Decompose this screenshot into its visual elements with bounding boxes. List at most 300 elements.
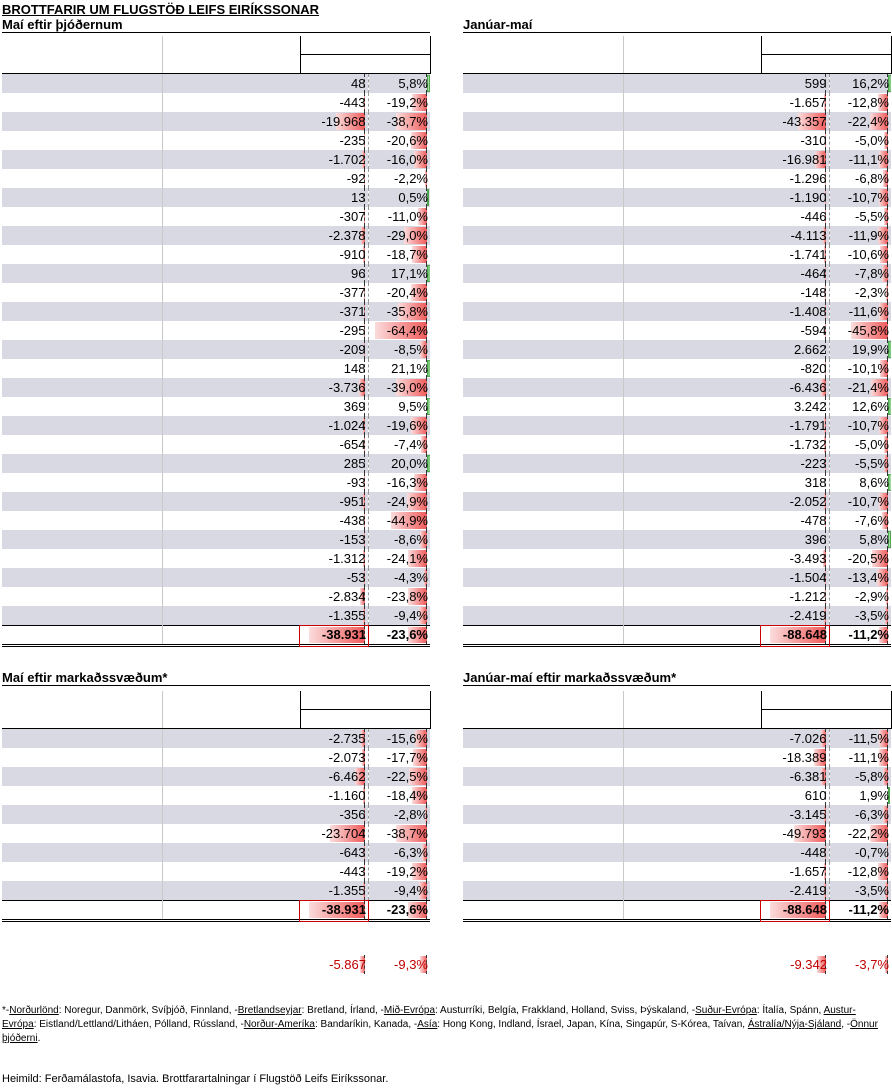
value-2019 xyxy=(234,340,300,359)
change-count xyxy=(761,824,829,843)
change-count xyxy=(300,207,368,226)
value-2019 xyxy=(695,150,761,169)
value-text: -23,8% xyxy=(386,589,428,604)
table-row xyxy=(2,74,430,94)
table-row xyxy=(2,805,430,824)
subtitle-jan-may-nationality: Janúar-maí xyxy=(463,17,891,33)
value-2018 xyxy=(623,530,695,549)
value-2018 xyxy=(623,207,695,226)
value-text: -356 xyxy=(339,807,366,822)
value-2018 xyxy=(162,748,234,767)
change-pct xyxy=(368,264,430,283)
table-row xyxy=(2,359,430,378)
value-2019 xyxy=(695,454,761,473)
value-text: -446 xyxy=(800,209,827,224)
value-text: -8,6% xyxy=(394,532,428,547)
table-row xyxy=(2,824,430,843)
header-blank xyxy=(2,55,162,74)
row-label xyxy=(2,112,162,131)
value-2019 xyxy=(695,378,761,397)
row-label xyxy=(2,150,162,169)
value-2018 xyxy=(623,862,695,881)
value-text: -43.357 xyxy=(782,114,827,129)
table-row xyxy=(2,435,430,454)
value-2019 xyxy=(695,748,761,767)
row-label xyxy=(2,245,162,264)
change-count xyxy=(300,112,368,131)
change-pct xyxy=(829,786,891,805)
value-text: -2,9% xyxy=(855,589,889,604)
value-text: -7,6% xyxy=(855,513,889,528)
table-row xyxy=(463,245,891,264)
row-label xyxy=(2,530,162,549)
row-label xyxy=(2,435,162,454)
value-text: -22,4% xyxy=(847,114,889,129)
table-row xyxy=(463,74,891,94)
value-text: 5,8% xyxy=(859,532,889,547)
island-2018 xyxy=(162,955,234,974)
table-row xyxy=(2,321,430,340)
value-text: -310 xyxy=(800,133,827,148)
footnote-region: Asía xyxy=(417,1019,438,1030)
table-row xyxy=(463,748,891,767)
table-row xyxy=(2,188,430,207)
value-2019 xyxy=(234,188,300,207)
value-text: -910 xyxy=(339,247,366,262)
table-row xyxy=(463,824,891,843)
value-2019 xyxy=(234,729,300,749)
change-count xyxy=(300,131,368,150)
change-pct xyxy=(829,74,891,94)
row-label xyxy=(463,340,623,359)
value-2018 xyxy=(162,729,234,749)
value-text: 12,6% xyxy=(852,399,889,414)
value-text: -10,7% xyxy=(847,418,889,433)
value-2019 xyxy=(234,169,300,188)
change-count xyxy=(761,74,829,94)
change-count xyxy=(300,843,368,862)
change-count xyxy=(300,378,368,397)
value-text: -3.145 xyxy=(789,807,827,822)
island-2019 xyxy=(234,955,300,974)
value-text: -1.657 xyxy=(789,95,827,110)
footnote-members: : Ítalía, Spánn, xyxy=(756,1005,824,1016)
table-row xyxy=(463,786,891,805)
row-label xyxy=(463,805,623,824)
row-label xyxy=(2,264,162,283)
change-pct xyxy=(368,378,430,397)
value-text: -10,7% xyxy=(847,190,889,205)
value-text: -38.931 xyxy=(321,627,366,642)
change-pct xyxy=(368,473,430,492)
footnote-region: Norður-Ameríka xyxy=(243,1019,315,1030)
value-2019 xyxy=(234,862,300,881)
value-2018 xyxy=(162,283,234,302)
value-text: -1.741 xyxy=(789,247,827,262)
row-label xyxy=(2,188,162,207)
change-count xyxy=(761,454,829,473)
change-count xyxy=(300,226,368,245)
table-row xyxy=(2,302,430,321)
value-2018 xyxy=(623,492,695,511)
row-label xyxy=(2,416,162,435)
value-2019 xyxy=(234,549,300,568)
change-count xyxy=(761,359,829,378)
value-2018 xyxy=(623,264,695,283)
row-label xyxy=(2,881,162,901)
row-label xyxy=(2,805,162,824)
value-2018 xyxy=(623,93,695,112)
value-2019 xyxy=(695,473,761,492)
value-2019 xyxy=(695,74,761,94)
change-count xyxy=(761,378,829,397)
value-text: -371 xyxy=(339,304,366,319)
value-text: -16.981 xyxy=(782,152,827,167)
change-pct xyxy=(829,359,891,378)
change-count xyxy=(761,606,829,626)
header-2018 xyxy=(162,55,234,74)
value-2019 xyxy=(234,93,300,112)
value-2018 xyxy=(162,150,234,169)
table-row xyxy=(463,511,891,530)
row-label xyxy=(463,767,623,786)
change-pct xyxy=(829,748,891,767)
header-blank xyxy=(623,36,695,55)
table-row xyxy=(463,843,891,862)
value-2019 xyxy=(234,397,300,416)
value-2019 xyxy=(234,805,300,824)
table-may-nationality xyxy=(2,36,431,647)
table-row xyxy=(463,416,891,435)
value-text: 5,8% xyxy=(398,76,428,91)
value-2018 xyxy=(162,397,234,416)
value-2018 xyxy=(162,530,234,549)
value-text: -13,4% xyxy=(847,570,889,585)
table-row xyxy=(2,748,430,767)
row-label xyxy=(463,188,623,207)
change-pct xyxy=(368,226,430,245)
value-2018 xyxy=(623,302,695,321)
value-text: 1,9% xyxy=(859,788,889,803)
island-change-count xyxy=(761,955,829,974)
island-change-pct xyxy=(368,955,430,974)
change-count xyxy=(300,245,368,264)
value-2018 xyxy=(623,511,695,530)
value-text: -1.024 xyxy=(328,418,366,433)
value-2018 xyxy=(162,568,234,587)
change-count xyxy=(300,397,368,416)
row-label xyxy=(463,748,623,767)
change-pct xyxy=(368,606,430,626)
table-row xyxy=(463,321,891,340)
value-2018 xyxy=(623,748,695,767)
change-count xyxy=(300,549,368,568)
change-pct xyxy=(829,881,891,901)
change-pct xyxy=(829,283,891,302)
change-pct xyxy=(829,862,891,881)
total-row xyxy=(2,901,430,921)
value-2018 xyxy=(623,226,695,245)
row-label xyxy=(2,748,162,767)
table-row xyxy=(463,454,891,473)
value-text: -10,1% xyxy=(847,361,889,376)
table-row xyxy=(2,207,430,226)
change-pct xyxy=(368,188,430,207)
table-row xyxy=(463,150,891,169)
value-2019 xyxy=(695,729,761,749)
change-count xyxy=(300,302,368,321)
change-pct xyxy=(368,359,430,378)
value-2018 xyxy=(162,824,234,843)
total-label xyxy=(463,901,623,921)
value-text: -19.968 xyxy=(321,114,366,129)
island-row xyxy=(463,955,891,974)
value-2018 xyxy=(162,93,234,112)
value-2019 xyxy=(234,511,300,530)
row-label xyxy=(463,131,623,150)
row-label xyxy=(2,321,162,340)
change-pct xyxy=(368,587,430,606)
value-2018 xyxy=(623,321,695,340)
value-text: -2.735 xyxy=(328,731,366,746)
value-2018 xyxy=(623,881,695,901)
total-2019 xyxy=(695,626,761,646)
value-text: -20,5% xyxy=(847,551,889,566)
value-text: 610 xyxy=(804,788,827,803)
value-text: -19,6% xyxy=(386,418,428,433)
value-text: -9.342 xyxy=(790,957,827,972)
footnote-members: : Hong Kong, Indland, Ísrael, Japan, Kína, Singapúr, S-Kórea, Taívan, xyxy=(437,1019,748,1030)
value-text: -6,3% xyxy=(394,845,428,860)
value-2019 xyxy=(234,150,300,169)
value-2019 xyxy=(234,824,300,843)
row-label xyxy=(2,492,162,511)
change-pct xyxy=(829,226,891,245)
value-2019 xyxy=(234,74,300,94)
header-blank xyxy=(162,36,234,55)
value-text: 19,9% xyxy=(852,342,889,357)
value-text: -12,8% xyxy=(847,95,889,110)
value-text: -443 xyxy=(339,95,366,110)
value-2019 xyxy=(695,492,761,511)
row-label xyxy=(2,568,162,587)
value-2018 xyxy=(623,786,695,805)
value-2019 xyxy=(234,767,300,786)
total-change-pct xyxy=(829,901,891,921)
header-pct xyxy=(829,55,891,74)
footnote-members: : Noregur, Danmörk, Svíþjóð, Finnland, - xyxy=(58,1005,238,1016)
value-text: 20,0% xyxy=(391,456,428,471)
change-pct xyxy=(829,843,891,862)
row-label xyxy=(2,302,162,321)
value-2018 xyxy=(162,359,234,378)
value-text: -20,4% xyxy=(386,285,428,300)
row-label xyxy=(463,93,623,112)
table-row xyxy=(2,340,430,359)
footnote-region: Önnur þjóðerni xyxy=(2,1019,878,1044)
value-2019 xyxy=(695,786,761,805)
table-row xyxy=(2,492,430,511)
change-count xyxy=(300,359,368,378)
value-text: -443 xyxy=(339,864,366,879)
value-2018 xyxy=(623,359,695,378)
table-row xyxy=(463,805,891,824)
change-count xyxy=(300,150,368,169)
row-label xyxy=(463,786,623,805)
change-count xyxy=(300,786,368,805)
change-pct xyxy=(368,786,430,805)
change-pct xyxy=(368,568,430,587)
value-2018 xyxy=(162,74,234,94)
value-2019 xyxy=(695,131,761,150)
change-pct xyxy=(368,729,430,749)
change-count xyxy=(300,283,368,302)
header-blank xyxy=(463,55,623,74)
header-change xyxy=(761,36,891,55)
change-count xyxy=(761,112,829,131)
value-text: -11,5% xyxy=(848,731,889,746)
table-row xyxy=(2,454,430,473)
value-text: -6.436 xyxy=(789,380,827,395)
header-2018 xyxy=(623,55,695,74)
value-text: -8,5% xyxy=(394,342,428,357)
change-count xyxy=(761,767,829,786)
value-text: -3,5% xyxy=(855,883,889,898)
header-count xyxy=(300,55,368,74)
value-2019 xyxy=(234,245,300,264)
header-count xyxy=(761,55,829,74)
table-row xyxy=(2,587,430,606)
value-text: -3.736 xyxy=(328,380,366,395)
change-count xyxy=(300,473,368,492)
value-2019 xyxy=(695,530,761,549)
value-text: 9,5% xyxy=(398,399,428,414)
value-2018 xyxy=(623,767,695,786)
row-label xyxy=(2,473,162,492)
value-2018 xyxy=(162,226,234,245)
island-change-count xyxy=(300,955,368,974)
change-count xyxy=(761,568,829,587)
value-text: 8,6% xyxy=(859,475,889,490)
row-label xyxy=(2,93,162,112)
value-2018 xyxy=(162,302,234,321)
value-text: 96 xyxy=(351,266,366,281)
change-count xyxy=(300,93,368,112)
change-count xyxy=(761,881,829,901)
value-2018 xyxy=(623,169,695,188)
value-2018 xyxy=(623,843,695,862)
value-2018 xyxy=(623,549,695,568)
change-pct xyxy=(368,321,430,340)
change-pct xyxy=(829,473,891,492)
change-pct xyxy=(829,606,891,626)
row-label xyxy=(463,359,623,378)
value-text: -307 xyxy=(339,209,366,224)
value-2019 xyxy=(234,207,300,226)
value-text: -1.296 xyxy=(789,171,827,186)
header-2018 xyxy=(162,710,234,729)
row-label xyxy=(2,862,162,881)
table-row xyxy=(463,359,891,378)
total-row xyxy=(463,626,891,646)
change-pct xyxy=(368,767,430,786)
island-row-may xyxy=(2,955,430,974)
value-2018 xyxy=(623,131,695,150)
table-row xyxy=(2,473,430,492)
change-count xyxy=(300,824,368,843)
table-row xyxy=(463,862,891,881)
value-text: -643 xyxy=(339,845,366,860)
change-pct xyxy=(829,729,891,749)
island-label xyxy=(463,955,623,974)
change-count xyxy=(300,767,368,786)
change-count xyxy=(761,169,829,188)
row-label xyxy=(463,511,623,530)
value-text: -654 xyxy=(339,437,366,452)
change-count xyxy=(300,454,368,473)
value-text: -295 xyxy=(339,323,366,338)
value-text: -4.113 xyxy=(790,228,827,243)
change-pct xyxy=(368,454,430,473)
change-count xyxy=(761,511,829,530)
total-2018 xyxy=(162,901,234,921)
table-row xyxy=(463,530,891,549)
table-row xyxy=(463,93,891,112)
footnote-members: : Austurríki, Belgía, Frakkland, Holland, Sviss, Þýskaland, - xyxy=(435,1005,696,1016)
change-count xyxy=(300,748,368,767)
table-row xyxy=(463,397,891,416)
value-2018 xyxy=(162,587,234,606)
table-row xyxy=(2,93,430,112)
value-2019 xyxy=(695,435,761,454)
row-label xyxy=(463,169,623,188)
value-text: -2.378 xyxy=(328,228,366,243)
total-change-count xyxy=(300,901,368,921)
change-count xyxy=(761,435,829,454)
island-row-jan-may xyxy=(463,955,891,974)
value-text: -1.504 xyxy=(789,570,827,585)
value-2018 xyxy=(623,416,695,435)
table-row xyxy=(463,112,891,131)
change-pct xyxy=(829,397,891,416)
change-count xyxy=(300,74,368,94)
value-2018 xyxy=(162,321,234,340)
value-text: -11,2% xyxy=(848,902,889,917)
change-count xyxy=(300,188,368,207)
total-2019 xyxy=(695,901,761,921)
change-pct xyxy=(829,435,891,454)
row-label xyxy=(2,843,162,862)
value-2018 xyxy=(162,473,234,492)
value-text: -19,2% xyxy=(386,95,428,110)
value-text: -1.190 xyxy=(789,190,827,205)
value-text: -594 xyxy=(800,323,827,338)
change-count xyxy=(761,321,829,340)
value-text: -820 xyxy=(800,361,827,376)
value-text: -1.732 xyxy=(789,437,827,452)
island-label xyxy=(2,955,162,974)
total-2018 xyxy=(623,626,695,646)
value-text: -20,6% xyxy=(386,133,428,148)
value-text: -15,6% xyxy=(386,731,428,746)
value-text: -11,2% xyxy=(848,627,889,642)
value-2018 xyxy=(162,131,234,150)
value-2019 xyxy=(695,359,761,378)
value-text: -16,0% xyxy=(386,152,428,167)
value-text: 318 xyxy=(804,475,827,490)
change-pct xyxy=(829,131,891,150)
change-pct xyxy=(368,74,430,94)
